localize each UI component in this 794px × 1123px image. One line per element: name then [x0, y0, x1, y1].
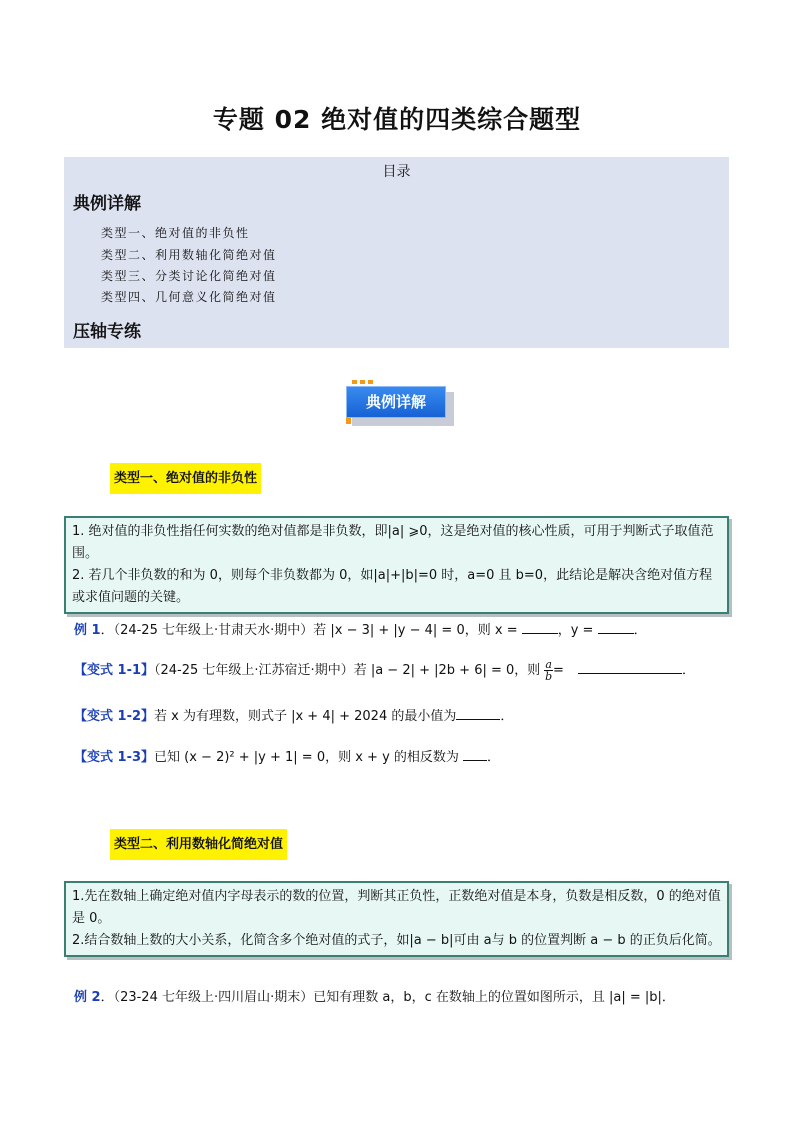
type2-note-2: 2.结合数轴上数的大小关系，化简含多个绝对值的式子，如|a − b|可由 a与 b 的位置判断 a − b 的正负后化简。	[72, 933, 721, 948]
fraction-a-over-b	[544, 659, 553, 682]
toc-section-practice[interactable]: 压轴专练	[73, 322, 141, 342]
type2-label: 类型二、利用数轴化简绝对值	[110, 829, 287, 860]
type2-note-1: 1.先在数轴上确定绝对值内字母表示的数的位置，判断其正负性，正数绝对值是本身，负数是相反数，0 的绝对值是 0。	[72, 889, 721, 926]
fraction-numerator: a	[545, 658, 552, 671]
question-3-end: ．	[500, 709, 514, 724]
question-5-tag: 例 2	[74, 990, 101, 1005]
toc-item-type2[interactable]: 类型二、利用数轴化简绝对值	[101, 248, 277, 262]
question-5	[74, 986, 675, 1005]
answer-blank-x[interactable]	[522, 621, 558, 634]
answer-blank-y[interactable]	[598, 621, 634, 634]
type1-note-1: 1. 绝对值的非负性指任何实数的绝对值都是非负数，即|a| ⩾0，这是绝对值的核心性质，可用于判断式子取值范围。	[72, 524, 714, 561]
question-4-tag: 【变式 1-3】	[74, 750, 155, 765]
answer-blank-min-value[interactable]	[456, 707, 500, 720]
toc-item-type3[interactable]: 类型三、分类讨论化简绝对值	[101, 269, 277, 283]
question-1-text: ．（24-25 七年级上·甘肃天水·期中）若 |x − 3| + |y − 4| = 0，则 x =	[100, 623, 522, 638]
table-of-contents	[64, 157, 729, 348]
question-2-tag: 【变式 1-1】	[74, 663, 155, 678]
question-4	[74, 746, 500, 765]
question-2	[74, 659, 695, 682]
question-5-text: ．（23-24 七年级上·四川眉山·期末）已知有理数 a，b，c 在数轴上的位置如图所示，且 |a| = |b|．	[100, 990, 675, 1005]
question-4-end: ．	[487, 750, 501, 765]
question-3-tag: 【变式 1-2】	[74, 709, 155, 724]
question-2-eq: =	[552, 663, 568, 678]
question-1-tag: 例 1	[74, 623, 101, 638]
toc-section-examples[interactable]: 典例详解	[73, 194, 141, 214]
question-1	[74, 619, 647, 638]
type1-label: 类型一、绝对值的非负性	[110, 463, 261, 494]
question-1-end: ．	[633, 623, 647, 638]
answer-blank-a-over-b[interactable]	[578, 661, 682, 674]
type2-notes	[64, 881, 729, 957]
question-2-end: ．	[682, 663, 696, 678]
section-banner: 典例详解	[346, 386, 446, 418]
toc-item-type1[interactable]: 类型一、绝对值的非负性	[101, 226, 250, 240]
question-1-mid: ，y =	[557, 623, 598, 638]
page-title: 专题 02 绝对值的四类综合题型	[212, 105, 582, 134]
question-4-text: 已知 (x − 2)² + |y + 1| = 0，则 x + y 的相反数为	[154, 750, 464, 765]
type1-note-2: 2. 若几个非负数的和为 0，则每个非负数都为 0，如|a|+|b|=0 时，a=0 且 b=0，此结论是解决含绝对值方程或求值问题的关键。	[72, 568, 713, 605]
banner-corner	[346, 418, 351, 424]
toc-heading: 目录	[382, 164, 411, 180]
question-2-text: （24-25 七年级上·江苏宿迁·期中）若 |a − 2| + |2b + 6| = 0，则	[154, 663, 545, 678]
question-3-text: 若 x 为有理数，则式子 |x + 4| + 2024 的最小值为	[154, 709, 457, 724]
banner-decoration	[352, 380, 374, 384]
fraction-denominator: b	[545, 670, 553, 683]
toc-item-type4[interactable]: 类型四、几何意义化简绝对值	[101, 290, 277, 304]
answer-blank-opposite[interactable]	[463, 748, 487, 761]
type1-notes	[64, 516, 729, 614]
question-3	[74, 705, 513, 724]
